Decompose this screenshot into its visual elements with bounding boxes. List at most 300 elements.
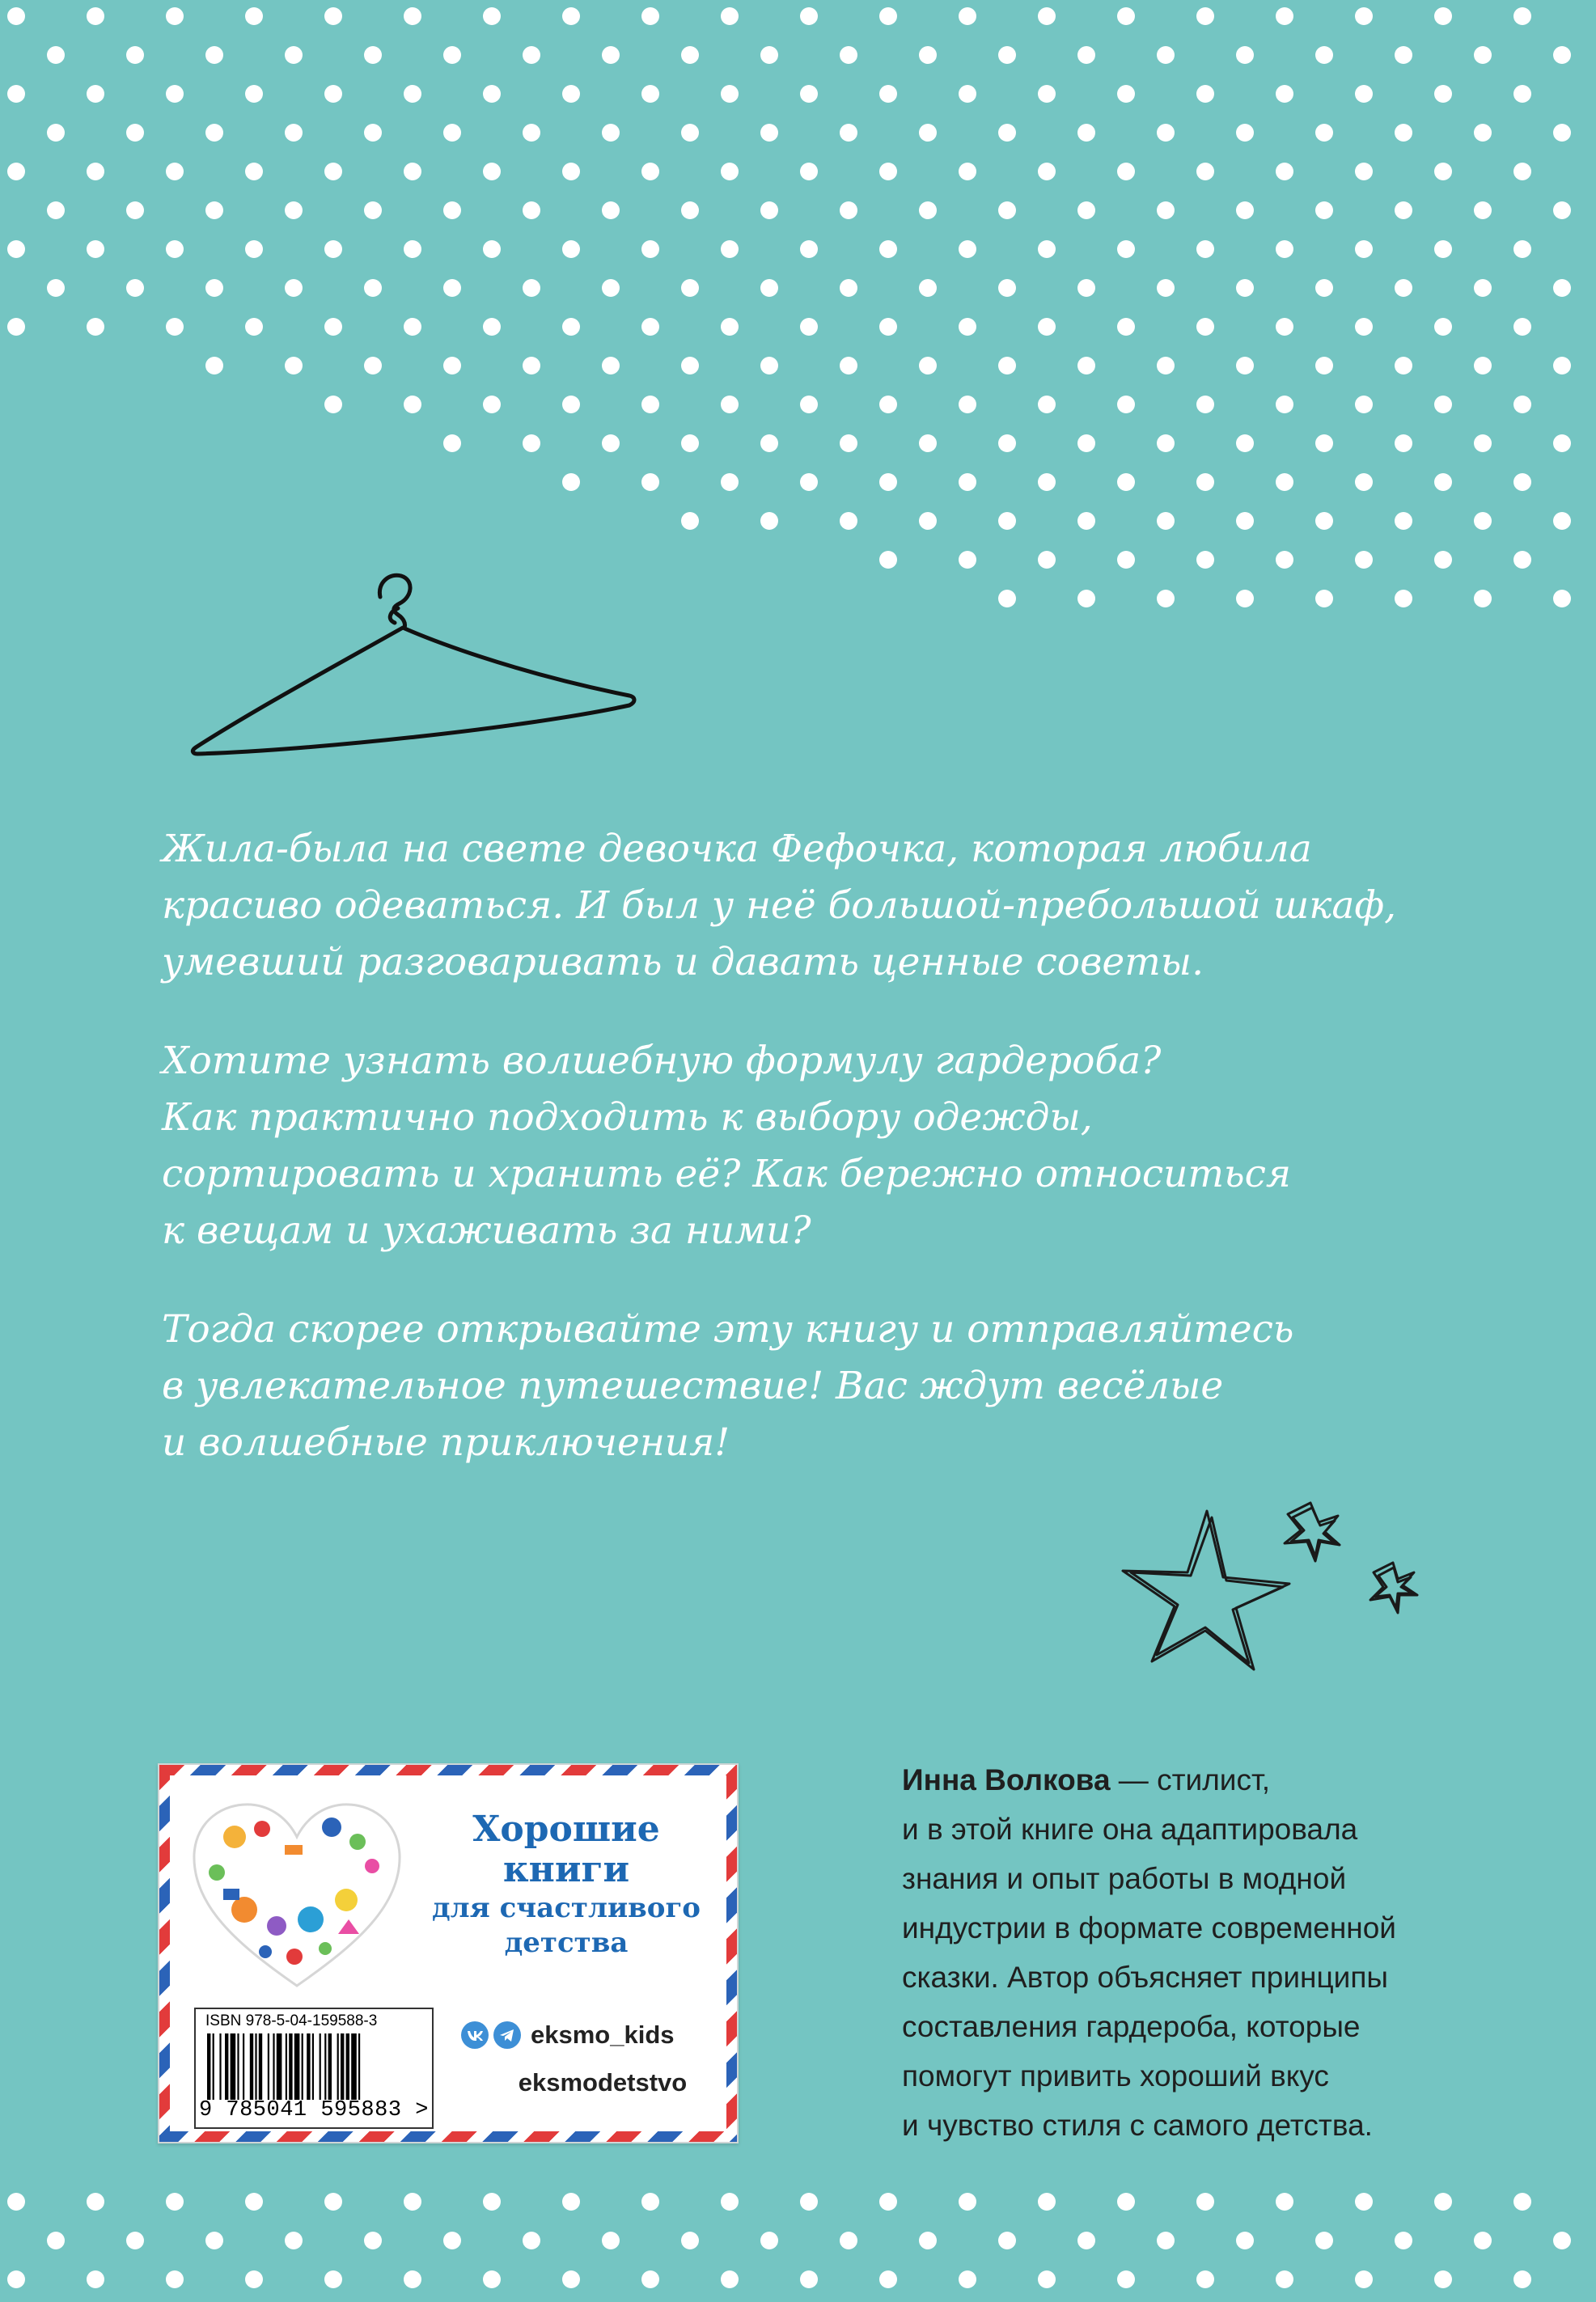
- author-bio-line: сказки. Автор объясняет принципы: [902, 1961, 1388, 1994]
- isbn-number: ISBN 978-5-04-159588-3: [205, 2012, 378, 2029]
- polka-dot: [800, 2270, 818, 2288]
- polka-dot: [721, 240, 739, 258]
- polka-dot: [1315, 590, 1333, 607]
- polka-dot: [443, 279, 461, 297]
- polka-dot: [523, 124, 540, 142]
- description-line: Тогда скорее открывайте эту книгу и отправляйтесь: [162, 1307, 1294, 1352]
- polka-dot: [1553, 2232, 1571, 2249]
- polka-dot: [1355, 473, 1373, 491]
- polka-dot: [998, 124, 1016, 142]
- polka-dot: [959, 551, 976, 569]
- polka-dot: [324, 318, 342, 336]
- polka-dot: [959, 2270, 976, 2288]
- polka-dot: [1157, 434, 1175, 452]
- polka-dot: [641, 396, 659, 413]
- polka-dot: [959, 473, 976, 491]
- polka-dot: [562, 7, 580, 25]
- polka-dot: [166, 7, 184, 25]
- polka-dot: [47, 124, 65, 142]
- polka-dot: [1434, 163, 1452, 180]
- polka-dot: [919, 201, 937, 219]
- polka-dot: [800, 240, 818, 258]
- polka-dot: [1236, 357, 1254, 374]
- polka-dot: [1513, 7, 1531, 25]
- author-bio-line: индустрии в формате современной: [902, 1911, 1396, 1944]
- polka-dot: [1513, 473, 1531, 491]
- polka-dot: [1276, 473, 1293, 491]
- polka-dot: [721, 85, 739, 103]
- polka-dot: [998, 434, 1016, 452]
- polka-dot: [681, 46, 699, 64]
- author-bio-line: составления гардероба, которые: [902, 2010, 1361, 2043]
- polka-dot: [1196, 163, 1214, 180]
- polka-dot: [205, 357, 223, 374]
- polka-dot: [959, 396, 976, 413]
- polka-dot: [1196, 240, 1214, 258]
- polka-dot: [1355, 2270, 1373, 2288]
- polka-dot: [1117, 85, 1135, 103]
- polka-dot: [205, 201, 223, 219]
- polka-dot: [641, 240, 659, 258]
- polka-dot: [1117, 318, 1135, 336]
- polka-dot: [285, 2232, 303, 2249]
- polka-dot: [87, 7, 104, 25]
- polka-dot: [959, 85, 976, 103]
- polka-dot: [681, 512, 699, 530]
- description-line: умевший разговаривать и давать ценные советы.: [162, 940, 1204, 984]
- polka-dot: [1395, 512, 1412, 530]
- polka-dot: [87, 318, 104, 336]
- polka-dot: [562, 85, 580, 103]
- polka-dot: [562, 473, 580, 491]
- description-paragraph-3: [162, 1301, 1456, 1471]
- polka-dot: [523, 201, 540, 219]
- polka-dot: [1276, 240, 1293, 258]
- polka-dot: [1395, 434, 1412, 452]
- polka-dot: [1117, 240, 1135, 258]
- polka-dot: [800, 7, 818, 25]
- polka-dot: [1157, 46, 1175, 64]
- polka-dot: [998, 46, 1016, 64]
- barcode-bar: [302, 2033, 303, 2100]
- polka-dot: [1315, 46, 1333, 64]
- description-line: Хотите узнать волшебную формулу гардероба?: [162, 1039, 1162, 1083]
- polka-dot: [1474, 46, 1492, 64]
- polka-dot: [1117, 396, 1135, 413]
- polka-dot: [245, 240, 263, 258]
- polka-dot: [1474, 2232, 1492, 2249]
- polka-dot: [1355, 318, 1373, 336]
- polka-dot: [205, 124, 223, 142]
- polka-dot: [285, 201, 303, 219]
- polka-dot: [760, 512, 778, 530]
- polka-dot: [919, 512, 937, 530]
- polka-dot: [721, 318, 739, 336]
- polka-dot: [1117, 7, 1135, 25]
- barcode-bar: [320, 2033, 321, 2100]
- polka-dot: [324, 85, 342, 103]
- polka-dot: [1117, 2270, 1135, 2288]
- polka-dot: [1395, 46, 1412, 64]
- polka-dot: [1355, 2193, 1373, 2211]
- polka-dot: [1474, 434, 1492, 452]
- polka-dot: [1395, 201, 1412, 219]
- polka-dot: [562, 396, 580, 413]
- polka-dot: [1434, 2270, 1452, 2288]
- polka-dot: [87, 240, 104, 258]
- polka-dot: [483, 85, 501, 103]
- polka-dot: [760, 201, 778, 219]
- vk-icon[interactable]: [461, 2021, 489, 2049]
- polka-dot: [1077, 201, 1095, 219]
- polka-dot: [483, 2270, 501, 2288]
- polka-dot: [87, 85, 104, 103]
- barcode-bar: [307, 2033, 310, 2100]
- description-line: и волшебные приключения!: [162, 1420, 730, 1465]
- polka-dot: [800, 85, 818, 103]
- polka-dot: [523, 357, 540, 374]
- polka-dot: [641, 85, 659, 103]
- barcode-bar: [231, 2033, 236, 2100]
- polka-dot: [1434, 473, 1452, 491]
- polka-dot: [47, 46, 65, 64]
- publisher-postcard: [158, 1763, 739, 2143]
- polka-dot: [721, 396, 739, 413]
- description-line: к вещам и ухаживать за ними?: [162, 1208, 811, 1253]
- polka-dot: [641, 7, 659, 25]
- barcode-bar: [273, 2033, 274, 2100]
- author-bio-line: и в этой книге она адаптировала: [902, 1813, 1358, 1846]
- polka-dot: [840, 512, 857, 530]
- polka-dot: [1434, 7, 1452, 25]
- polka-dot: [641, 318, 659, 336]
- polka-dot: [1513, 163, 1531, 180]
- polka-dot: [1553, 124, 1571, 142]
- polka-dot: [1474, 512, 1492, 530]
- polka-dot: [1077, 434, 1095, 452]
- polka-dot: [1355, 7, 1373, 25]
- polka-dot: [919, 46, 937, 64]
- polka-dot: [324, 163, 342, 180]
- polka-dot: [364, 279, 382, 297]
- polka-dot: [1196, 7, 1214, 25]
- polka-dot: [1474, 357, 1492, 374]
- polka-dot: [1513, 85, 1531, 103]
- polka-dot: [285, 357, 303, 374]
- polka-dot: [7, 318, 25, 336]
- social-links: [461, 2015, 720, 2097]
- polka-dot: [1474, 201, 1492, 219]
- author-bio-line: помогут привить хороший вкус: [902, 2059, 1329, 2093]
- polka-dot: [285, 46, 303, 64]
- polka-dot: [364, 201, 382, 219]
- polka-dot: [602, 2232, 620, 2249]
- polka-dot: [602, 434, 620, 452]
- polka-dot: [245, 318, 263, 336]
- polka-dot: [443, 2232, 461, 2249]
- polka-dot: [1236, 434, 1254, 452]
- polka-dot: [404, 240, 421, 258]
- polka-dot: [840, 279, 857, 297]
- polka-dot: [1117, 2193, 1135, 2211]
- polka-dot: [562, 2193, 580, 2211]
- polka-dot: [641, 163, 659, 180]
- polka-dot: [800, 473, 818, 491]
- author-first-line: [902, 1755, 1468, 1805]
- polka-dot: [166, 85, 184, 103]
- telegram-icon[interactable]: [493, 2021, 521, 2049]
- polka-dot: [126, 201, 144, 219]
- polka-dot: [523, 46, 540, 64]
- stars-icon: [1116, 1488, 1456, 1682]
- polka-dot: [760, 434, 778, 452]
- polka-dot: [840, 434, 857, 452]
- polka-dot: [760, 279, 778, 297]
- polka-dot: [1196, 318, 1214, 336]
- barcode-bar: [255, 2033, 256, 2100]
- polka-dot: [1474, 279, 1492, 297]
- polka-dot: [1434, 551, 1452, 569]
- polka-dot: [919, 279, 937, 297]
- polka-dot: [324, 240, 342, 258]
- polka-dot: [1513, 240, 1531, 258]
- polka-dot: [1196, 2193, 1214, 2211]
- barcode-bar: [268, 2033, 269, 2100]
- description-line: в увлекательное путешествие! Вас ждут весёлые: [162, 1364, 1224, 1408]
- polka-dot: [1434, 85, 1452, 103]
- polka-dot: [562, 163, 580, 180]
- polka-dot: [443, 46, 461, 64]
- polka-dot: [523, 434, 540, 452]
- polka-dot: [959, 318, 976, 336]
- barcode-bar: [225, 2033, 228, 2100]
- polka-dot: [1196, 396, 1214, 413]
- polka-dot: [840, 46, 857, 64]
- polka-dot: [166, 2193, 184, 2211]
- polka-dot: [1553, 201, 1571, 219]
- slogan-line-4: детства: [504, 1927, 629, 1959]
- polka-dot: [1513, 2270, 1531, 2288]
- polka-dot: [998, 590, 1016, 607]
- polka-dot: [404, 85, 421, 103]
- description-line: Как практично подходить к выбору одежды,: [162, 1095, 1093, 1140]
- book-description: [162, 821, 1456, 1513]
- polka-dot: [840, 357, 857, 374]
- polka-dot: [1553, 46, 1571, 64]
- polka-dot: [681, 279, 699, 297]
- polka-dot: [879, 473, 897, 491]
- polka-dot: [1236, 590, 1254, 607]
- polka-dot: [7, 2270, 25, 2288]
- polka-dot: [205, 46, 223, 64]
- polka-dot: [1038, 2193, 1056, 2211]
- polka-dot: [1513, 396, 1531, 413]
- polka-dot: [443, 434, 461, 452]
- polka-dot: [443, 124, 461, 142]
- polka-dot: [1395, 2232, 1412, 2249]
- polka-dot: [879, 396, 897, 413]
- polka-dot: [1315, 201, 1333, 219]
- heart-illustration-icon: [188, 1798, 406, 1992]
- polka-dot: [760, 2232, 778, 2249]
- barcode-bar: [324, 2033, 326, 2100]
- polka-dot: [1434, 396, 1452, 413]
- barcode-bar: [346, 2033, 349, 2100]
- polka-dot: [1276, 2270, 1293, 2288]
- polka-dot: [760, 357, 778, 374]
- barcode-bar: [243, 2033, 244, 2100]
- description-line: сортировать и хранить её? Как бережно относиться: [162, 1152, 1292, 1196]
- polka-dot: [1196, 85, 1214, 103]
- polka-dot: [879, 318, 897, 336]
- polka-dot: [126, 124, 144, 142]
- polka-dot: [523, 279, 540, 297]
- polka-dot: [1236, 124, 1254, 142]
- barcode-bar: [213, 2033, 214, 2100]
- author-bio-line: и чувство стиля с самого детства.: [902, 2109, 1373, 2142]
- polka-dot: [324, 7, 342, 25]
- barcode-bar: [219, 2033, 221, 2100]
- polka-dot: [1355, 163, 1373, 180]
- polka-dot: [126, 46, 144, 64]
- polka-dot: [245, 7, 263, 25]
- polka-dot: [681, 2232, 699, 2249]
- polka-dot: [1157, 201, 1175, 219]
- polka-dot: [602, 357, 620, 374]
- polka-dot: [879, 85, 897, 103]
- polka-dot: [1395, 590, 1412, 607]
- barcode-bar: [337, 2033, 339, 2100]
- polka-dot: [1038, 473, 1056, 491]
- polka-dot: [919, 434, 937, 452]
- slogan-line-3: для счастливого: [432, 1892, 701, 1924]
- polka-dot: [721, 163, 739, 180]
- polka-dot: [1117, 473, 1135, 491]
- polka-dot: [1355, 396, 1373, 413]
- polka-dot: [1315, 357, 1333, 374]
- polka-dot: [245, 85, 263, 103]
- polka-dot: [1196, 2270, 1214, 2288]
- polka-dot: [602, 46, 620, 64]
- polka-dot: [959, 2193, 976, 2211]
- polka-dot: [166, 240, 184, 258]
- polka-dot: [840, 124, 857, 142]
- polka-dot: [126, 279, 144, 297]
- polka-dot: [721, 473, 739, 491]
- polka-dot: [1553, 512, 1571, 530]
- polka-dot: [879, 163, 897, 180]
- description-paragraph-2: [162, 1033, 1456, 1259]
- polka-dot: [1196, 551, 1214, 569]
- polka-dot: [840, 2232, 857, 2249]
- polka-dot: [7, 163, 25, 180]
- polka-dot: [245, 2270, 263, 2288]
- barcode-bar: [312, 2033, 314, 2100]
- social-handle-detstvo[interactable]: eksmodetstvo: [518, 2068, 688, 2097]
- author-name: Инна Волкова: [902, 1763, 1111, 1796]
- isbn-barcode: [194, 2008, 434, 2129]
- polka-dot: [1553, 434, 1571, 452]
- polka-dot: [1236, 279, 1254, 297]
- polka-dot: [1157, 590, 1175, 607]
- polka-dot: [1474, 590, 1492, 607]
- polka-dot: [1077, 279, 1095, 297]
- barcode-bars: [207, 2033, 422, 2100]
- polka-dot: [1038, 163, 1056, 180]
- social-handle-kids[interactable]: eksmo_kids: [531, 2021, 675, 2049]
- polka-dot: [1434, 2193, 1452, 2211]
- barcode-digits: 9 785041 595883 >: [199, 2098, 429, 2122]
- polka-dot: [1157, 2232, 1175, 2249]
- polka-dot: [998, 512, 1016, 530]
- polka-dot: [562, 2270, 580, 2288]
- author-bio-line: знания и опыт работы в модной: [902, 1862, 1347, 1895]
- polka-dot: [205, 279, 223, 297]
- polka-dot: [1236, 201, 1254, 219]
- polka-dot: [602, 279, 620, 297]
- polka-dot: [681, 201, 699, 219]
- barcode-bar: [289, 2033, 292, 2100]
- polka-dot: [245, 2193, 263, 2211]
- polka-dot: [1157, 357, 1175, 374]
- polka-dot: [166, 318, 184, 336]
- barcode-bar: [207, 2033, 210, 2100]
- polka-dot: [483, 7, 501, 25]
- polka-dot: [1553, 357, 1571, 374]
- polka-dot: [404, 2193, 421, 2211]
- description-line: красиво одеваться. И был у неё большой-пребольшой шкаф,: [162, 883, 1397, 928]
- barcode-bar: [294, 2033, 300, 2100]
- slogan-line-2: книги: [502, 1849, 630, 1890]
- polka-dot: [47, 279, 65, 297]
- polka-dot: [840, 201, 857, 219]
- polka-dot: [1355, 240, 1373, 258]
- polka-dot: [166, 163, 184, 180]
- polka-dot: [879, 2270, 897, 2288]
- barcode-bar: [358, 2033, 360, 2100]
- polka-dot: [998, 2232, 1016, 2249]
- polka-dot: [1276, 551, 1293, 569]
- polka-dot: [443, 201, 461, 219]
- polka-dot: [1038, 396, 1056, 413]
- polka-dot: [879, 551, 897, 569]
- polka-dot: [1276, 85, 1293, 103]
- polka-dot: [681, 434, 699, 452]
- polka-dot: [1077, 590, 1095, 607]
- polka-dot: [324, 2270, 342, 2288]
- polka-dot: [721, 2270, 739, 2288]
- polka-dot: [1513, 2193, 1531, 2211]
- polka-dot: [879, 2193, 897, 2211]
- polka-dot: [166, 2270, 184, 2288]
- polka-dot: [800, 396, 818, 413]
- polka-dot: [998, 279, 1016, 297]
- polka-dot: [1038, 240, 1056, 258]
- polka-dot: [919, 124, 937, 142]
- polka-dot: [879, 240, 897, 258]
- polka-dot: [1117, 551, 1135, 569]
- polka-dot: [245, 163, 263, 180]
- polka-dot: [1553, 279, 1571, 297]
- author-role: — стилист,: [1110, 1763, 1271, 1796]
- polka-dot: [1276, 2193, 1293, 2211]
- polka-dot: [1315, 512, 1333, 530]
- polka-dot: [641, 473, 659, 491]
- polka-dot: [483, 2193, 501, 2211]
- polka-dot: [1434, 318, 1452, 336]
- polka-dot: [1038, 551, 1056, 569]
- polka-dot: [641, 2270, 659, 2288]
